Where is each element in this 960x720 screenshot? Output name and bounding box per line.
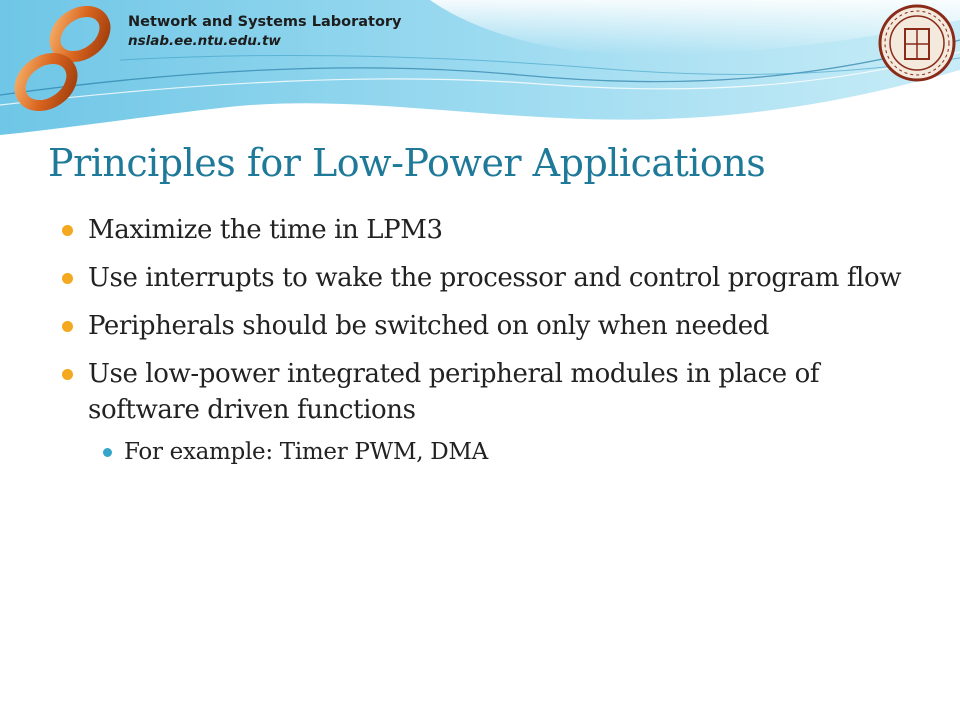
sub-bullet-item: For example: Timer PWM, DMA [62, 436, 922, 468]
lab-name: Network and Systems Laboratory [128, 14, 402, 30]
bullet-item: Use interrupts to wake the processor and control program flow [62, 260, 922, 296]
bullet-list [62, 212, 922, 468]
slide-title: Principles for Low-Power Applications [48, 141, 766, 185]
bullet-item: Maximize the time in LPM3 [62, 212, 922, 248]
bullet-item: Use low-power integrated peripheral modules in place of software driven functions [62, 356, 922, 428]
university-seal-icon [877, 3, 957, 83]
infinity-8-logo-icon [8, 6, 118, 116]
lab-url: nslab.ee.ntu.edu.tw [128, 33, 281, 49]
bullet-item: Peripherals should be switched on only when needed [62, 308, 922, 344]
